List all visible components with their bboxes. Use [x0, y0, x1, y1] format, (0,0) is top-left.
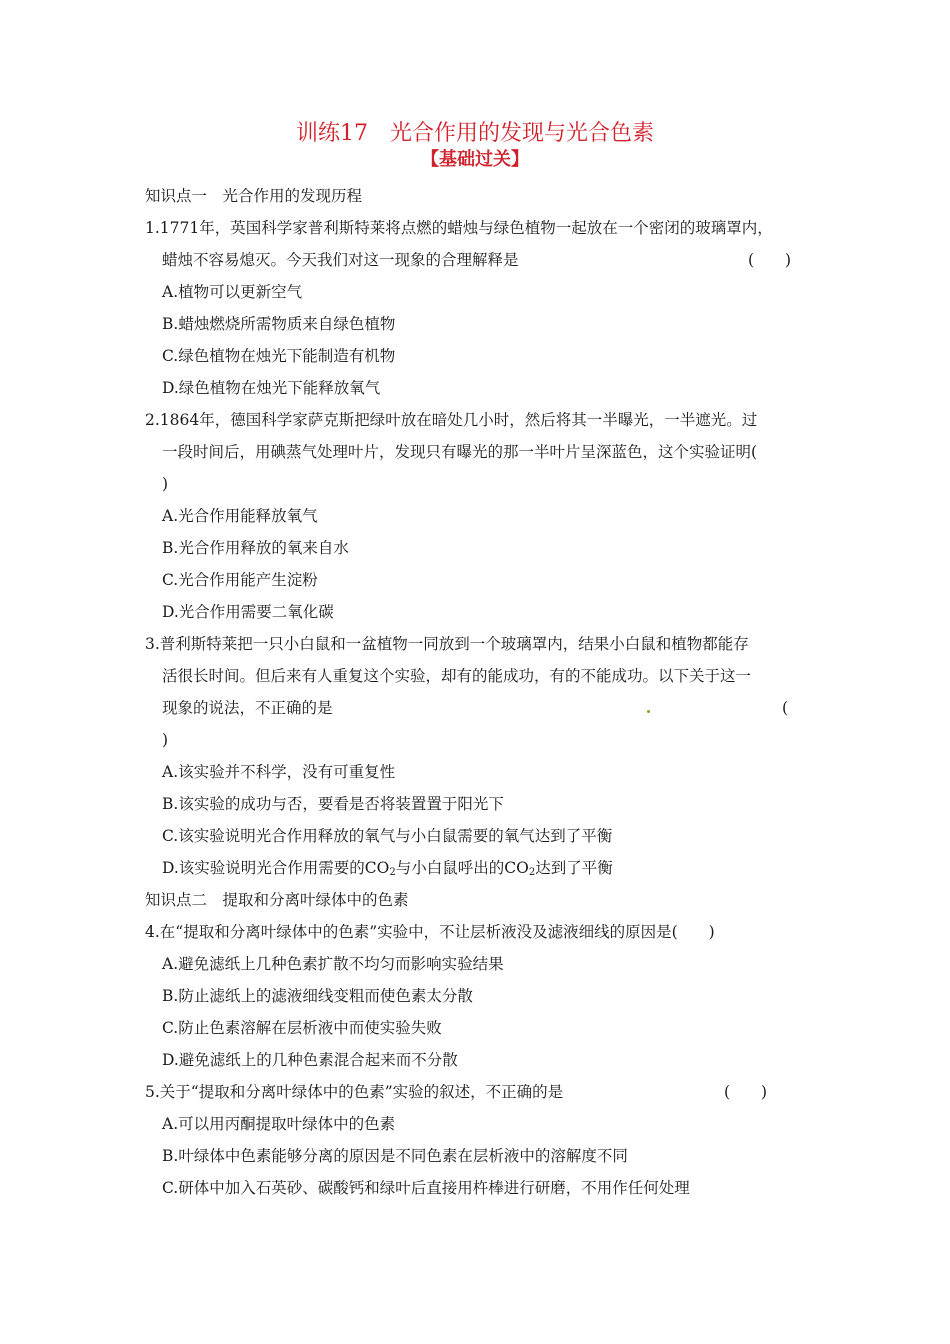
- question-4-option-a: A.避免滤纸上几种色素扩散不均匀而影响实验结果: [162, 955, 504, 973]
- question-5-line-1: 5.关于“提取和分离叶绿体中的色素”实验的叙述，不正确的是: [145, 1083, 564, 1101]
- option-d-text-3: 达到了平衡: [535, 859, 613, 877]
- question-3-option-c: C.该实验说明光合作用释放的氧气与小白鼠需要的氧气达到了平衡: [162, 827, 613, 845]
- question-2-line-3: ): [162, 475, 169, 493]
- question-5-answer-blank: ( ): [724, 1083, 768, 1101]
- question-1-line-1: 1.1771年，英国科学家普利斯特莱将点燃的蜡烛与绿色植物一起放在一个密闭的玻璃罩内，: [145, 219, 773, 237]
- section-heading-2: 知识点二 提取和分离叶绿体中的色素: [145, 891, 409, 909]
- question-1-option-d: D.绿色植物在烛光下能释放氧气: [162, 379, 381, 397]
- question-5-option-b: B.叶绿体中色素能够分离的原因是不同色素在层析液中的溶解度不同: [162, 1147, 628, 1165]
- question-4-option-d: D.避免滤纸上的几种色素混合起来而不分散: [162, 1051, 458, 1069]
- question-5-option-a: A.可以用丙酮提取叶绿体中的色素: [162, 1115, 396, 1133]
- page-title: 训练17 光合作用的发现与光合色素: [296, 121, 654, 146]
- question-2-option-d: D.光合作用需要二氧化碳: [162, 603, 334, 621]
- question-1-option-a: A.植物可以更新空气: [162, 283, 303, 301]
- question-4-option-c: C.防止色素溶解在层析液中而使实验失败: [162, 1019, 442, 1037]
- question-4-line-1: 4.在“提取和分离叶绿体中的色素”实验中，不让层析液没及滤液细线的原因是( ): [145, 923, 715, 941]
- question-3-line-1: 3.普利斯特莱把一只小白鼠和一盆植物一同放到一个玻璃罩内，结果小白鼠和植物都能存: [145, 635, 749, 653]
- question-4-option-b: B.防止滤纸上的滤液细线变粗而使色素太分散: [162, 987, 473, 1005]
- question-3-option-d: [162, 856, 613, 885]
- co2-subscript-1: 2: [389, 867, 396, 878]
- question-3-line-4: ): [162, 731, 169, 749]
- option-d-text-2: 与小白鼠呼出的CO: [395, 859, 529, 877]
- question-1-line-2: 蜡烛不容易熄灭。今天我们对这一现象的合理解释是: [162, 251, 519, 269]
- question-2-line-1: 2.1864年，德国科学家萨克斯把绿叶放在暗处几小时，然后将其一半曝光，一半遮光。过: [145, 411, 758, 429]
- question-2-option-a: A.光合作用能释放氧气: [162, 507, 318, 525]
- option-d-text-1: D.该实验说明光合作用需要的CO: [162, 859, 390, 877]
- question-3-line-2: 活很长时间。但后来有人重复这个实验，却有的能成功，有的不能成功。以下关于这一: [162, 667, 752, 685]
- question-5-option-c: C.研体中加入石英砂、碳酸钙和绿叶后直接用杵棒进行研磨，不用作任何处理: [162, 1179, 690, 1197]
- co2-subscript-2: 2: [528, 867, 536, 878]
- question-3-option-a: A.该实验并不科学，没有可重复性: [162, 763, 396, 781]
- question-1-answer-blank: ( ): [748, 251, 792, 269]
- question-3-line-3: 现象的说法，不正确的是: [162, 699, 333, 717]
- question-2-option-c: C.光合作用能产生淀粉: [162, 571, 318, 589]
- question-2-line-2: 一段时间后，用碘蒸气处理叶片，发现只有曝光的那一半叶片呈深蓝色，这个实验证明(: [162, 443, 758, 461]
- page-subtitle: 【基础过关】: [421, 149, 529, 170]
- question-1-option-c: C.绿色植物在烛光下能制造有机物: [162, 347, 396, 365]
- question-3-answer-blank: (: [782, 699, 789, 717]
- stray-dot: [647, 710, 650, 713]
- section-heading-1: 知识点一 光合作用的发现历程: [145, 187, 363, 205]
- question-3-option-b: B.该实验的成功与否，要看是否将装置置于阳光下: [162, 795, 504, 813]
- question-2-option-b: B.光合作用释放的氧来自水: [162, 539, 349, 557]
- question-1-option-b: B.蜡烛燃烧所需物质来自绿色植物: [162, 315, 396, 333]
